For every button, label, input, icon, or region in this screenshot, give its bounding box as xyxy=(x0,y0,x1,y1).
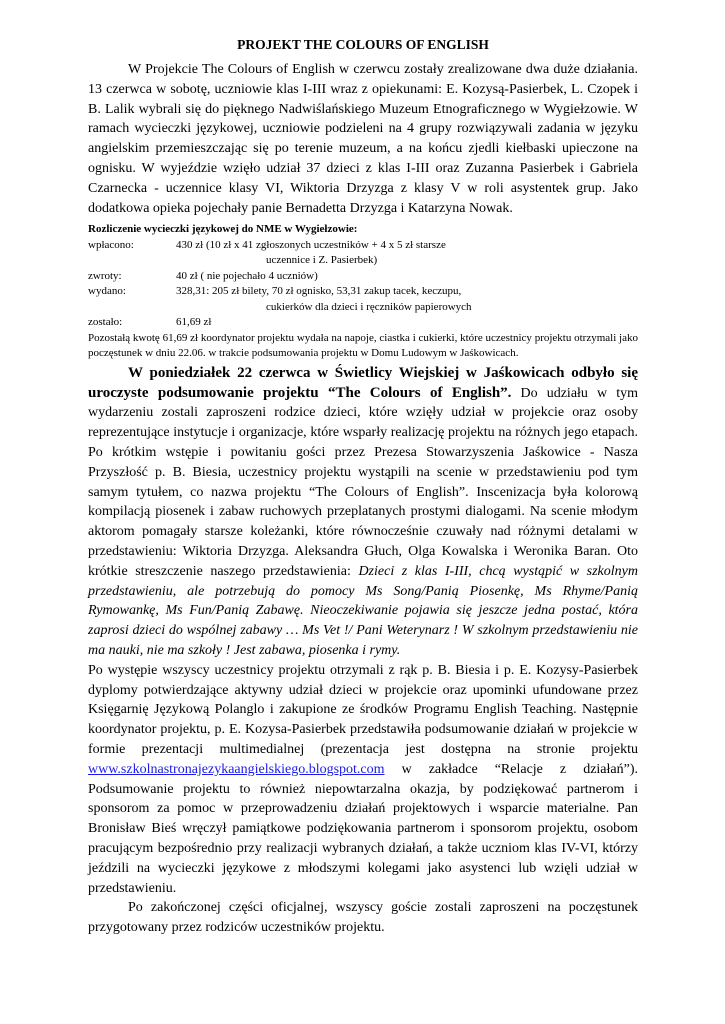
paragraph-excursion: W Projekcie The Colours of English w czerwcu zostały zrealizowane dwa duże działania. 13 czerwca w sobotę, uczniowie klas I-III wraz z opiekunami: E. Kozysą-Pasierbek, L. Czopek i B. Lalik wybrali się do pięknego Nadwiślańskiego Muzeum Etnograficznego w Wygiełzowie. W ramach wycieczki językowej, uczniowie podzieleni na 4 grupy rozwiązywali zadania w języku angielskim przemieszczając się po terenie muzeum, a na końcu zjedli kiełbaski upieczone na ognisku. W wyjeździe wzięło udział 37 dzieci z klas I-III oraz Zuzanna Pasierbek i Gabriela Czarnecka - uczennice klasy VI, Wiktoria Drzyzga z klasy V w roli asystentek grup. Jako dodatkowa opieka pojechały panie Bernadetta Drzyzga i Katarzyna Nowak. xyxy=(88,62,638,216)
accounts-value: 328,31: 205 zł bilety, 70 zł ognisko, 53,31 zakup tacek, keczupu, xyxy=(176,285,462,298)
accounts-heading: Rozliczenie wycieczki językowej do NME w Wygiełzowie: xyxy=(88,223,358,236)
excursion-accounts xyxy=(88,222,638,362)
document-page xyxy=(88,30,638,938)
accounts-value: 430 zł (10 zł x 41 zgłoszonych uczestników + 4 x 5 zł starsze xyxy=(176,238,446,251)
accounts-value-continued: uczennice i Z. Pasierbek) xyxy=(266,254,378,267)
summary-body: Do udziału w tym wydarzeniu zostali zaproszeni rodzice dzieci, które wzięły udział w projekcie oraz osoby reprezentujące instytucje i organizacje, które wsparły realizację projektu na różnych jego etapach. Po krótkim wstępie i powitaniu gości przez Prezesa Stowarzyszenia Jaśkowice - Nasza Przyszłość p. B. Biesia, uczestnicy projektu wystąpili na scenie w przedstawieniu pod tym samym tytułem, co nazwa projektu “The Colours of English”. Inscenizacja była kolorową kompilacją piosenek i zabaw ruchowych przeplatanych prostymi dialogami. Na scenie młodym aktorom pomagały starsze koleżanki, które równocześnie czuwały nad różnymi detalami w przedstawieniu: Wiktoria Drzyzga. Aleksandra Głuch, Olga Kowalska i Weronika Baran. Oto krótkie streszczenie naszego przedstawienia: xyxy=(88,385,638,579)
document-title: PROJEKT THE COLOURS OF ENGLISH xyxy=(237,37,489,52)
diplomas-text-after: w zakładce “Relacje z działań”). Podsumowanie projektu to również niepowtarzalna okazja, by podziękować partnerom i sponsorom za pomoc w przeprowadzeniu działań projektowych i wsparcie materialne. Pan Bronisław Bieś wręczył pamiątkowe podziękowania partnerom i sponsorom projektu, osobom pracującym bezpośrednio przy realizacji wybranych działań, a także uczniom klas IV-VI, którzy jeździli na wycieczki językowe z młodszymi kolegami jako asystenci lub wzięli udział w przedstawieniu. xyxy=(88,761,638,896)
accounts-row-spent xyxy=(88,284,638,315)
accounts-row-remaining xyxy=(88,315,638,331)
accounts-value: 61,69 zł xyxy=(176,316,212,329)
accounts-label: wydano: xyxy=(88,285,126,298)
accounts-row-paid xyxy=(88,238,638,269)
accounts-note: Pozostałą kwotę 61,69 zł koordynator projektu wydała na napoje, ciastka i cukierki, które uczestnicy projektu otrzymali jako poczęstunek w dniu 22.06. w trakcie podsumowania projektu w Domu Ludowym w Jaśkowicach. xyxy=(88,331,638,360)
accounts-label: zwroty: xyxy=(88,269,122,282)
paragraph-diplomas xyxy=(88,661,638,899)
paragraph-summary-event xyxy=(88,364,638,661)
accounts-label: zostało: xyxy=(88,316,123,329)
accounts-label: wpłacono: xyxy=(88,238,134,251)
paragraph-refreshments: Po zakończonej części oficjalnej, wszyscy goście zostali zaproszeni na poczęstunek przygotowany przez rodziców uczestników projektu. xyxy=(88,900,638,936)
play-synopsis: Dzieci z klas I-III, chcą wystąpić w szkolnym przedstawieniu, ale potrzebują do pomocy Ms Song/Panią Piosenkę, Ms Rhyme/Panią Rymowankę, Ms Fun/Panią Zabawę. Nieoczekiwanie pojawia się jeszcze jedna postać, która zaprosi dzieci do wspólnej zabawy … Ms Vet !/ Pani Weterynarz ! W szkolnym przedstawieniu nie ma nauki, nie ma szkoły ! Jest zabawa, piosenka i rymy. xyxy=(88,563,638,659)
project-blog-link[interactable]: www.szkolnastronajezykaangielskiego.blogspot.com xyxy=(88,761,385,777)
diplomas-text-before: Po występie wszyscy uczestnicy projektu otrzymali z rąk p. B. Biesia i p. E. Kozysy-Pasierbek dyplomy potwierdzające aktywny udział dzieci w projekcie oraz upominki ufundowane przez Księgarnię Językową Polanglo i zakupione ze środków Programu English Teaching. Następnie koordynator projektu, p. E. Kozysa-Pasierbek przedstawiła podsumowanie działań w projekcie w formie prezentacji multimedialnej (prezentacja jest dostępna na stronie projektu xyxy=(88,662,638,758)
accounts-value-continued: cukierków dla dzieci i ręczników papierowych xyxy=(266,300,472,313)
accounts-value: 40 zł ( nie pojechało 4 uczniów) xyxy=(176,269,318,282)
accounts-row-refunds xyxy=(88,269,638,285)
summary-lead: W poniedziałek 22 czerwca w Świetlicy Wiejskiej w Jaśkowicach odbyło się uroczyste podsumowanie projektu “The Colours of English”. xyxy=(88,364,638,401)
